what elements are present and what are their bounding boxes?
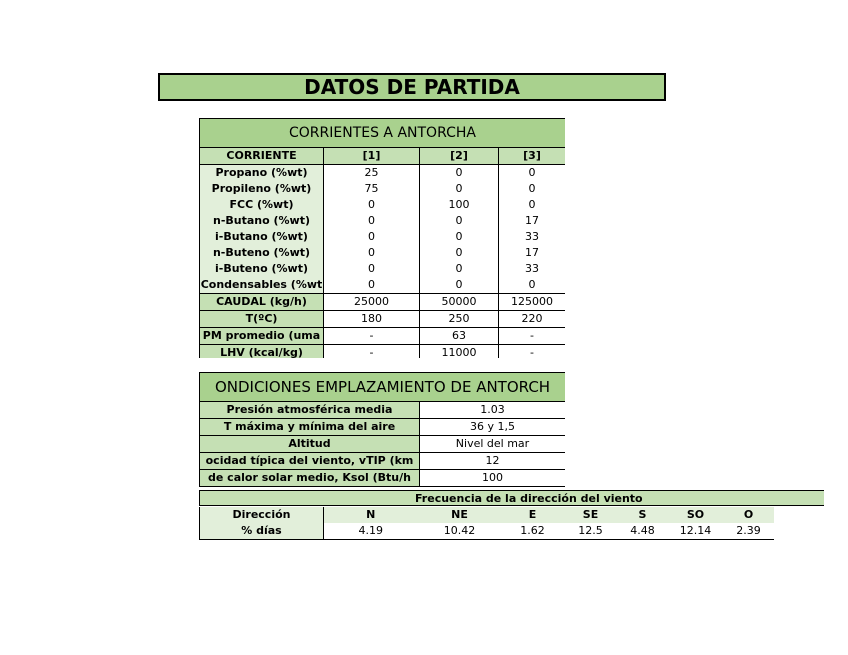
row-value: 250 — [420, 311, 499, 328]
condiciones-table — [199, 372, 565, 490]
row-value: 0 — [324, 277, 420, 294]
row-label: PM promedio (uma — [200, 328, 324, 345]
row-value: 0 — [499, 165, 566, 182]
table-row — [200, 277, 566, 294]
table-row — [200, 328, 566, 345]
row-label: Propileno (%wt) — [200, 181, 324, 197]
row-value: 12 — [420, 453, 566, 470]
row-label: Condensables (%wt — [200, 277, 324, 294]
row-value: 0 — [420, 245, 499, 261]
table-row — [200, 213, 566, 229]
row-value: 0 — [420, 229, 499, 245]
page-title: DATOS DE PARTIDA — [158, 73, 666, 101]
wind-direction: SO — [686, 508, 705, 521]
row-label: Presión atmosférica media — [200, 402, 420, 419]
table-row — [200, 311, 566, 328]
wind-percentage: 12.5 — [564, 523, 618, 540]
table-row — [200, 245, 566, 261]
row-value: 220 — [499, 311, 566, 328]
row-value: 25 — [324, 165, 420, 182]
wind-percentage: 4.48 — [618, 523, 668, 540]
wind-percentage: 4.19 — [324, 523, 418, 540]
table-row — [200, 453, 566, 470]
row-value: 63 — [420, 328, 499, 345]
wind-direction-label: Dirección — [200, 507, 324, 523]
row-label: ocidad típica del viento, vTIP (km — [200, 453, 420, 470]
row-value: - — [324, 345, 420, 359]
column-header-1: [1] — [324, 148, 420, 165]
row-label: LHV (kcal/kg) — [200, 345, 324, 359]
row-value: 0 — [499, 277, 566, 294]
row-value: 125000 — [499, 294, 566, 311]
row-label: T(ºC) — [200, 311, 324, 328]
table-row — [200, 402, 566, 419]
row-label: Altitud — [200, 436, 420, 453]
row-value: Nivel del mar — [420, 436, 566, 453]
wind-percentage-label: % días — [200, 523, 324, 540]
condiciones-heading: ONDICIONES EMPLAZAMIENTO DE ANTORCH — [200, 373, 566, 402]
row-value: 0 — [499, 197, 566, 213]
row-value: 0 — [324, 229, 420, 245]
row-value: 0 — [499, 181, 566, 197]
row-value: - — [324, 328, 420, 345]
row-value: 100 — [420, 197, 499, 213]
corrientes-heading: CORRIENTES A ANTORCHA — [200, 119, 566, 148]
row-value: 0 — [420, 277, 499, 294]
table-row — [200, 470, 566, 487]
row-value: - — [499, 345, 566, 359]
row-label: n-Buteno (%wt) — [200, 245, 324, 261]
table-row — [200, 345, 566, 359]
row-label: de calor solar medio, Ksol (Btu/h — [200, 470, 420, 487]
row-value: 0 — [324, 197, 420, 213]
column-header-3: [3] — [499, 148, 566, 165]
row-value: 180 — [324, 311, 420, 328]
wind-percentage: 2.39 — [724, 523, 774, 540]
row-label: T máxima y mínima del aire — [200, 419, 420, 436]
row-value: 17 — [499, 245, 566, 261]
wind-percentage: 12.14 — [668, 523, 724, 540]
wind-direction: O — [743, 508, 754, 521]
row-label: FCC (%wt) — [200, 197, 324, 213]
row-value: - — [499, 328, 566, 345]
table-row — [200, 181, 566, 197]
row-value: 17 — [499, 213, 566, 229]
wind-direction: SE — [582, 508, 599, 521]
wind-direction: E — [528, 508, 537, 521]
row-label: i-Butano (%wt) — [200, 229, 324, 245]
row-label: n-Butano (%wt) — [200, 213, 324, 229]
row-value: 36 y 1,5 — [420, 419, 566, 436]
row-value: 11000 — [420, 345, 499, 359]
table-row — [200, 229, 566, 245]
wind-percentage: 1.62 — [502, 523, 564, 540]
row-value: 0 — [324, 213, 420, 229]
column-header-label: CORRIENTE — [200, 148, 324, 165]
table-row — [200, 294, 566, 311]
wind-percentage: 10.42 — [418, 523, 502, 540]
wind-frequency-table — [199, 490, 826, 542]
row-value: 25000 — [324, 294, 420, 311]
row-label: i-Buteno (%wt) — [200, 261, 324, 277]
row-value: 0 — [420, 261, 499, 277]
row-value: 50000 — [420, 294, 499, 311]
row-value: 1.03 — [420, 402, 566, 419]
wind-direction: NE — [451, 508, 468, 521]
row-value: 0 — [324, 245, 420, 261]
row-value: 0 — [420, 165, 499, 182]
row-value: 100 — [420, 470, 566, 487]
row-value: 33 — [499, 261, 566, 277]
row-label: CAUDAL (kg/h) — [200, 294, 324, 311]
table-row — [200, 436, 566, 453]
row-value: 0 — [324, 261, 420, 277]
table-row — [200, 261, 566, 277]
wind-direction: N — [366, 508, 376, 521]
row-value: 75 — [324, 181, 420, 197]
column-header-2: [2] — [420, 148, 499, 165]
row-value: 0 — [420, 213, 499, 229]
wind-direction: S — [638, 508, 647, 521]
table-row — [200, 197, 566, 213]
corrientes-table — [199, 118, 565, 358]
row-value: 33 — [499, 229, 566, 245]
wind-heading: Frecuencia de la dirección del viento — [199, 490, 824, 506]
row-value: 0 — [420, 181, 499, 197]
table-row — [200, 419, 566, 436]
table-row — [200, 165, 566, 182]
row-label: Propano (%wt) — [200, 165, 324, 182]
